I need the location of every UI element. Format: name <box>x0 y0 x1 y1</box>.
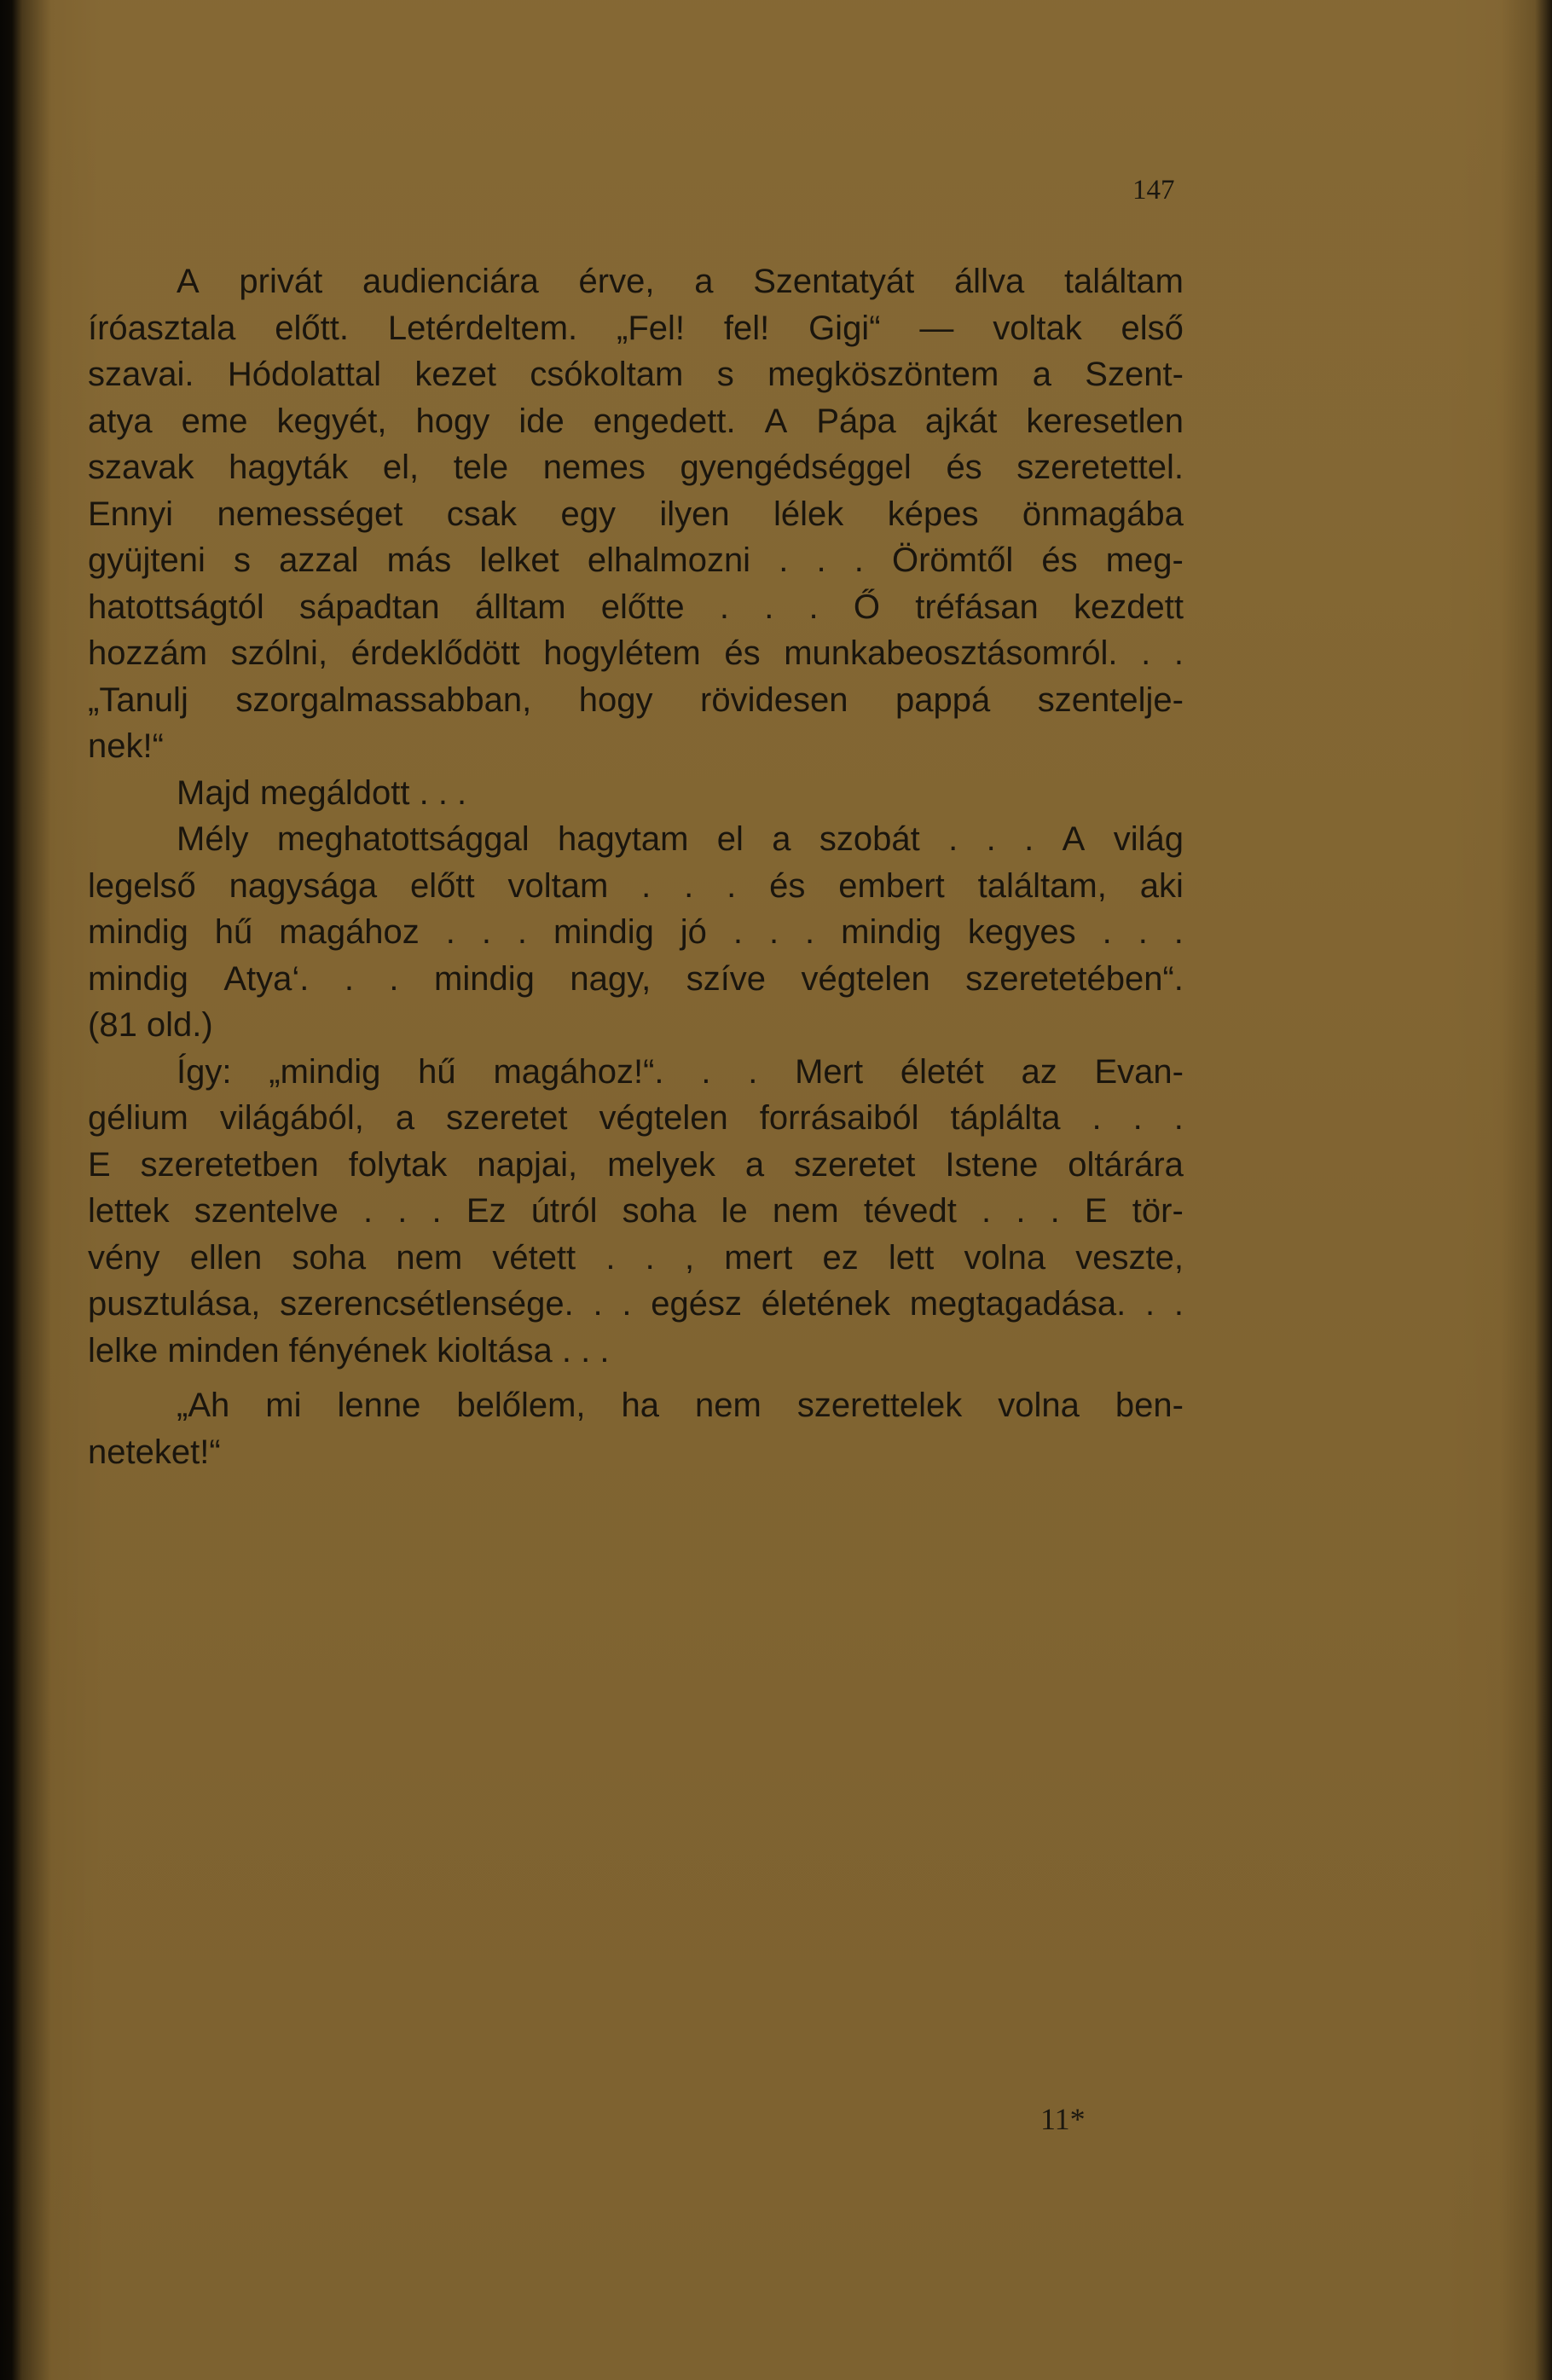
text-line: lettek szentelve . . . Ez útról soha le nem tévedt . . . E tör- <box>88 1192 1184 1230</box>
text-line: Ennyi nemességet csak egy ilyen lélek képes önmagába <box>88 495 1184 533</box>
text-line: hozzám szólni, érdeklődött hogylétem és munkabeosztásomról. . . <box>88 634 1184 672</box>
page-number: 147 <box>1132 175 1175 206</box>
text-line: szavai. Hódolattal kezet csókoltam s megköszöntem a Szent- <box>88 356 1184 393</box>
text-line: Mély meghatottsággal hagytam el a szobát . . . A világ <box>177 820 1184 858</box>
text-line: nek!“ <box>88 727 164 765</box>
text-line: A privát audienciára érve, a Szentatyát állva találtam <box>177 263 1184 300</box>
text-line: pusztulása, szerencsétlensége. . . egész életének megtagadása. . . <box>88 1285 1184 1323</box>
text-line: lelke minden fényének kioltása . . . <box>88 1331 610 1370</box>
text-line: hatottságtól sápadtan álltam előtte . . . Ő tréfásan kezdett <box>88 588 1184 626</box>
text-line: „Tanulj szorgalmassabban, hogy rövidesen pappá szentelje- <box>88 680 1184 719</box>
text-line: mindig hű magához . . . mindig jó . . . mindig kegyes . . . <box>88 913 1184 951</box>
text-line: gyüjteni s azzal más lelket elhalmozni . . . Örömtől és meg- <box>88 541 1184 579</box>
text-line: gélium világából, a szeretet végtelen forrásaiból táplálta . . . <box>88 1099 1184 1137</box>
text-line: íróasztala előtt. Letérdeltem. „Fel! fel! Gigi“ — voltak első <box>88 309 1184 347</box>
text-line: E szeretetben folytak napjai, melyek a szeretet Istene oltárára <box>88 1145 1184 1184</box>
text-line: vény ellen soha nem vétett . . , mert ez lett volna veszte, <box>88 1238 1184 1277</box>
signature-mark: 11* <box>1040 2102 1086 2136</box>
text-line: Így: „mindig hű magához!“. . . Mert életét az Evan- <box>177 1052 1184 1091</box>
text-line: (81 old.) <box>88 1006 213 1044</box>
text-line: legelső nagysága előtt voltam . . . és embert találtam, aki <box>88 866 1184 905</box>
text-line: „Ah mi lenne belőlem, ha nem szerettelek volna ben- <box>177 1387 1184 1424</box>
text-line: szavak hagyták el, tele nemes gyengédséggel és szeretettel. <box>88 449 1184 486</box>
text-line: Majd megáldott . . . <box>177 773 467 812</box>
body-text <box>88 258 1184 1475</box>
text-line: neteket!“ <box>88 1433 221 1471</box>
paragraph-gap <box>88 1374 1184 1382</box>
text-line: atya eme kegyét, hogy ide engedett. A Pápa ajkát keresetlen <box>88 402 1184 440</box>
text-line: mindig Atya‘. . . mindig nagy, szíve végtelen szeretetében“. <box>88 959 1184 998</box>
